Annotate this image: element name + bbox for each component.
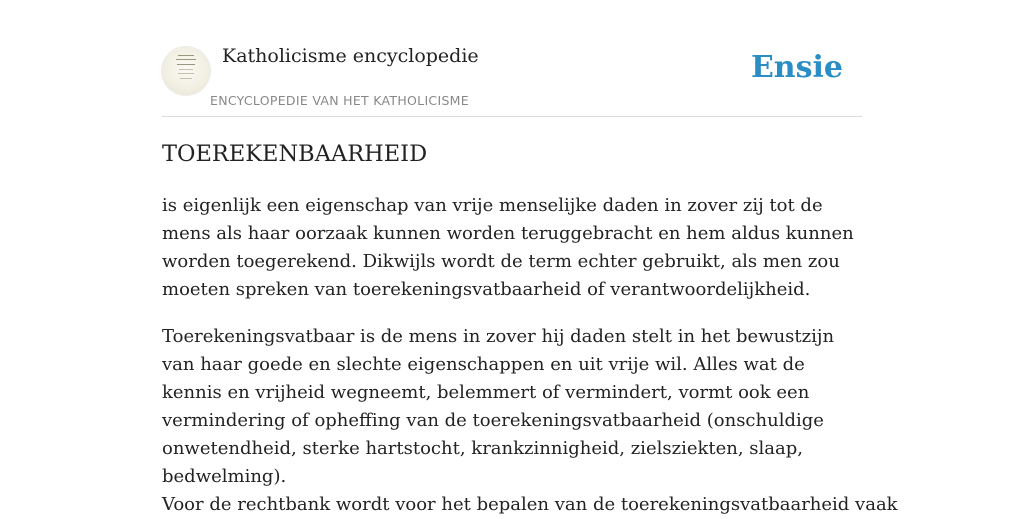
site-header: [162, 0, 862, 117]
article-paragraph: is eigenlijk een eigenschap van vrije menselijke daden in zover zij tot de mens als haar oorzaak kunnen worden teruggebracht en hem aldus kunnen worden toegerekend. Dikwijls wordt de term echter gebruikt, als men zou moeten spreken van toerekeningsvatbaarheid of verantwoordelijkheid.: [162, 195, 854, 300]
site-title[interactable]: Katholicisme encyclopedie: [222, 45, 479, 67]
page: [162, 0, 898, 515]
site-subtitle: ENCYCLOPEDIE VAN HET KATHOLICISME: [210, 93, 469, 108]
article-title: TOEREKENBAARHEID: [162, 141, 428, 167]
article-paragraph: Toerekeningsvatbaar is de mens in zover hij daden stelt in het bewustzijn van haar goede en slechte eigenschappen en uit vrije wil. Alles wat de kennis en vrijheid wegneemt, belemmert of vermindert, vormt ook een vermindering of opheffing van de toerekeningsvatbaarheid (onschuldige onwetendheid, sterke hartstocht, krankzinnigheid, zielsziekten, slaap, bedwelming).: [162, 326, 835, 487]
ensie-brand-link[interactable]: Ensie: [750, 50, 843, 85]
article-paragraph: Voor de rechtbank wordt voor het bepalen van de toerekeningsvatbaarheid vaak: [162, 494, 898, 515]
encyclopedia-logo[interactable]: [162, 47, 210, 95]
